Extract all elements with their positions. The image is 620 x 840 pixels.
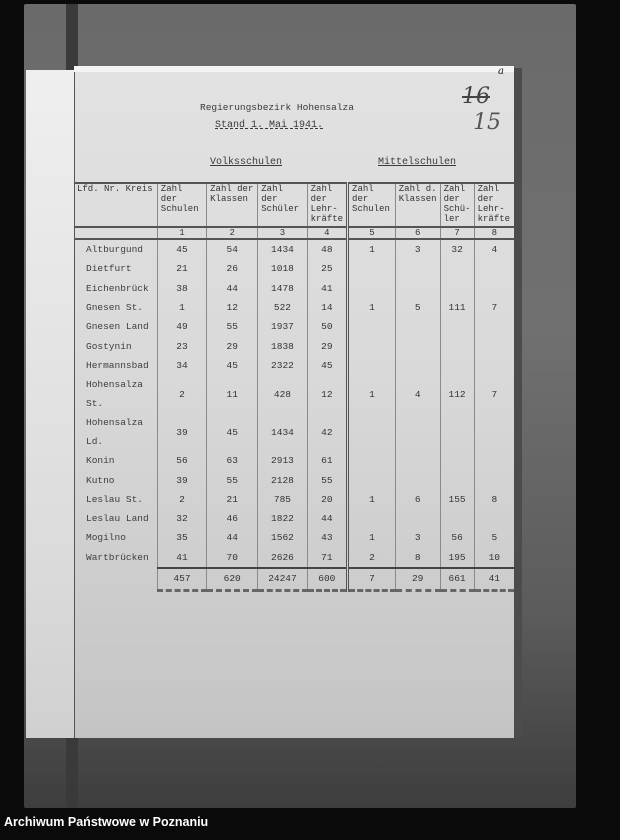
volksschulen-cell: 55: [207, 470, 258, 489]
table-row: [74, 356, 514, 375]
colnum-4: 4: [307, 227, 347, 239]
kreis-name: Wartbrücken: [86, 552, 149, 564]
kreis-name: Hohensalza Ld.: [86, 417, 144, 448]
mittelschulen-cell: [395, 336, 440, 355]
total-v-schulen: 457: [157, 568, 206, 591]
mittelschulen-cell: [474, 336, 514, 355]
table-row: [74, 490, 514, 509]
mittelschulen-cell: [395, 413, 440, 451]
mittelschulen-cell: 1: [348, 298, 396, 317]
table-row: [74, 548, 514, 568]
volksschulen-cell: 42: [307, 413, 347, 451]
mittelschulen-cell: 1: [348, 528, 396, 547]
mittelschulen-cell: 1: [348, 375, 396, 413]
kreis-name: Gnesen St.: [86, 302, 144, 314]
page-number: 15: [473, 110, 501, 135]
table-row: [74, 375, 514, 413]
old-page-number: 16: [462, 84, 490, 109]
table-row: [74, 336, 514, 355]
volksschulen-cell: 29: [207, 336, 258, 355]
mittelschulen-cell: [440, 413, 474, 451]
page-top-edge: [74, 66, 514, 72]
kreis-name: Leslau St.: [86, 493, 144, 505]
mittelschulen-cell: [395, 279, 440, 298]
mittelschulen-cell: [474, 509, 514, 528]
colnum-2: 2: [207, 227, 258, 239]
header-m-schulen: Zahl der Schulen: [348, 183, 396, 227]
table-row: [74, 279, 514, 298]
volksschulen-cell: 41: [307, 279, 347, 298]
table-row: [74, 317, 514, 336]
header-v-schueler: Zahl der Schüler: [258, 183, 307, 227]
left-paper-slip: [26, 70, 74, 738]
total-m-lehrkraefte: 41: [474, 568, 514, 591]
mittelschulen-cell: 4: [395, 375, 440, 413]
mittelschulen-cell: [474, 259, 514, 278]
mittelschulen-cell: [440, 470, 474, 489]
volksschulen-cell: 428: [258, 375, 307, 413]
colnum-5: 5: [348, 227, 396, 239]
mittelschulen-cell: 56: [440, 528, 474, 547]
volksschulen-cell: 45: [307, 356, 347, 375]
kreis-name: Altburgund: [86, 244, 144, 256]
document-date: Stand 1. Mai 1941.: [215, 120, 324, 131]
volksschulen-cell: 54: [207, 239, 258, 259]
volksschulen-cell: 2: [157, 490, 206, 509]
total-m-schulen: 7: [348, 568, 396, 591]
totals-row: [74, 568, 514, 591]
volksschulen-cell: 1: [157, 298, 206, 317]
header-v-schulen: Zahl der Schulen: [157, 183, 206, 227]
volksschulen-cell: 39: [157, 413, 206, 451]
mittelschulen-cell: [474, 470, 514, 489]
colnum-1: 1: [157, 227, 206, 239]
volksschulen-cell: 63: [207, 451, 258, 470]
mittelschulen-cell: [348, 470, 396, 489]
volksschulen-cell: 61: [307, 451, 347, 470]
total-v-lehrkraefte: 600: [307, 568, 347, 591]
table-row: [74, 451, 514, 470]
volksschulen-cell: 29: [307, 336, 347, 355]
volksschulen-cell: 1434: [258, 413, 307, 451]
volksschulen-cell: 1434: [258, 239, 307, 259]
mittelschulen-cell: 2: [348, 548, 396, 568]
kreis-name: Gostynin: [86, 340, 132, 352]
volksschulen-cell: 14: [307, 298, 347, 317]
header-m-lehrkraefte: Zahl der Lehr-kräfte: [474, 183, 514, 227]
kreis-name: Kutno: [86, 474, 115, 486]
section-volksschulen: Volksschulen: [210, 157, 283, 168]
mittelschulen-cell: 3: [395, 528, 440, 547]
volksschulen-cell: 21: [207, 490, 258, 509]
volksschulen-cell: 20: [307, 490, 347, 509]
totals-label: [74, 568, 157, 591]
volksschulen-cell: 1478: [258, 279, 307, 298]
volksschulen-cell: 21: [157, 259, 206, 278]
mittelschulen-cell: 5: [395, 298, 440, 317]
kreis-name: Eichenbrück: [86, 282, 149, 294]
header-v-lehrkraefte: Zahl der Lehr-kräfte: [307, 183, 347, 227]
volksschulen-cell: 70: [207, 548, 258, 568]
volksschulen-cell: 11: [207, 375, 258, 413]
mittelschulen-cell: [348, 279, 396, 298]
volksschulen-cell: 1562: [258, 528, 307, 547]
table-row: [74, 298, 514, 317]
volksschulen-cell: 1838: [258, 336, 307, 355]
mittelschulen-cell: 32: [440, 239, 474, 259]
kreis-name: Konin: [86, 455, 115, 467]
volksschulen-cell: 2626: [258, 548, 307, 568]
mittelschulen-cell: 195: [440, 548, 474, 568]
mittelschulen-cell: [348, 356, 396, 375]
kreis-name: Gnesen Land: [86, 321, 149, 333]
mittelschulen-cell: 1: [348, 239, 396, 259]
mittelschulen-cell: [395, 259, 440, 278]
volksschulen-cell: 34: [157, 356, 206, 375]
colnum-6: 6: [395, 227, 440, 239]
table-row: [74, 239, 514, 259]
volksschulen-cell: 49: [157, 317, 206, 336]
volksschulen-cell: 45: [207, 413, 258, 451]
mittelschulen-cell: [440, 336, 474, 355]
volksschulen-cell: 785: [258, 490, 307, 509]
school-statistics-table: [74, 182, 514, 592]
mittelschulen-cell: 8: [395, 548, 440, 568]
mittelschulen-cell: 6: [395, 490, 440, 509]
mittelschulen-cell: [474, 451, 514, 470]
volksschulen-cell: 2128: [258, 470, 307, 489]
volksschulen-cell: 25: [307, 259, 347, 278]
column-number-row: [74, 227, 514, 239]
volksschulen-cell: 46: [207, 509, 258, 528]
corner-mark: a: [498, 66, 504, 77]
mittelschulen-cell: 8: [474, 490, 514, 509]
total-v-klassen: 620: [207, 568, 258, 591]
table-row: [74, 470, 514, 489]
mittelschulen-cell: [440, 509, 474, 528]
mittelschulen-cell: [440, 259, 474, 278]
volksschulen-cell: 12: [207, 298, 258, 317]
section-mittelschulen: Mittelschulen: [378, 157, 457, 168]
volksschulen-cell: 522: [258, 298, 307, 317]
volksschulen-cell: 71: [307, 548, 347, 568]
header-kreis: Lfd. Nr. Kreis: [74, 183, 157, 227]
colnum-7: 7: [440, 227, 474, 239]
mittelschulen-cell: 4: [474, 239, 514, 259]
mittelschulen-cell: [395, 470, 440, 489]
archive-credit: Archiwum Państwowe w Poznaniu: [4, 815, 209, 829]
mittelschulen-cell: [348, 259, 396, 278]
document-title: Regierungsbezirk Hohensalza: [200, 102, 354, 113]
mittelschulen-cell: [440, 451, 474, 470]
mittelschulen-cell: 155: [440, 490, 474, 509]
volksschulen-cell: 44: [307, 509, 347, 528]
mittelschulen-cell: [440, 279, 474, 298]
mittelschulen-cell: 7: [474, 298, 514, 317]
volksschulen-cell: 2: [157, 375, 206, 413]
volksschulen-cell: 43: [307, 528, 347, 547]
volksschulen-cell: 39: [157, 470, 206, 489]
volksschulen-cell: 1822: [258, 509, 307, 528]
volksschulen-cell: 23: [157, 336, 206, 355]
mittelschulen-cell: [348, 413, 396, 451]
page-right-shadow: [514, 68, 522, 738]
mittelschulen-cell: [395, 509, 440, 528]
volksschulen-cell: 45: [207, 356, 258, 375]
kreis-name: Hermannsbad: [86, 359, 149, 371]
mittelschulen-cell: 1: [348, 490, 396, 509]
total-m-schueler: 661: [440, 568, 474, 591]
mittelschulen-cell: [395, 317, 440, 336]
volksschulen-cell: 55: [207, 317, 258, 336]
mittelschulen-cell: [440, 356, 474, 375]
volksschulen-cell: 2913: [258, 451, 307, 470]
mittelschulen-cell: 111: [440, 298, 474, 317]
colnum-3: 3: [258, 227, 307, 239]
volksschulen-cell: 45: [157, 239, 206, 259]
volksschulen-cell: 1937: [258, 317, 307, 336]
mittelschulen-cell: 3: [395, 239, 440, 259]
header-m-schueler: Zahl der Schü-ler: [440, 183, 474, 227]
volksschulen-cell: 32: [157, 509, 206, 528]
volksschulen-cell: 50: [307, 317, 347, 336]
table-row: [74, 413, 514, 451]
volksschulen-cell: 38: [157, 279, 206, 298]
table-row: [74, 259, 514, 278]
mittelschulen-cell: [348, 451, 396, 470]
volksschulen-cell: 44: [207, 528, 258, 547]
mittelschulen-cell: [474, 279, 514, 298]
mittelschulen-cell: 10: [474, 548, 514, 568]
total-m-klassen: 29: [395, 568, 440, 591]
mittelschulen-cell: [348, 509, 396, 528]
mittelschulen-cell: [474, 413, 514, 451]
header-v-klassen: Zahl der Klassen: [207, 183, 258, 227]
mittelschulen-cell: [348, 336, 396, 355]
kreis-name: Mogilno: [86, 532, 126, 544]
kreis-name: Leslau Land: [86, 513, 149, 525]
volksschulen-cell: 48: [307, 239, 347, 259]
header-row: [74, 183, 514, 227]
mittelschulen-cell: [395, 451, 440, 470]
volksschulen-cell: 1018: [258, 259, 307, 278]
mittelschulen-cell: 5: [474, 528, 514, 547]
colnum-8: 8: [474, 227, 514, 239]
table-row: [74, 528, 514, 547]
mittelschulen-cell: 112: [440, 375, 474, 413]
mittelschulen-cell: [440, 317, 474, 336]
volksschulen-cell: 44: [207, 279, 258, 298]
table-row: [74, 509, 514, 528]
mittelschulen-cell: [395, 356, 440, 375]
mittelschulen-cell: [474, 356, 514, 375]
volksschulen-cell: 41: [157, 548, 206, 568]
volksschulen-cell: 55: [307, 470, 347, 489]
mittelschulen-cell: [474, 317, 514, 336]
colnum-0: [74, 227, 157, 239]
volksschulen-cell: 2322: [258, 356, 307, 375]
total-v-schueler: 24247: [258, 568, 307, 591]
volksschulen-cell: 35: [157, 528, 206, 547]
mittelschulen-cell: 7: [474, 375, 514, 413]
kreis-name: Hohensalza St.: [86, 379, 144, 410]
volksschulen-cell: 56: [157, 451, 206, 470]
mittelschulen-cell: [348, 317, 396, 336]
header-m-klassen: Zahl d. Klassen: [395, 183, 440, 227]
volksschulen-cell: 12: [307, 375, 347, 413]
kreis-name: Dietfurt: [86, 263, 132, 275]
volksschulen-cell: 26: [207, 259, 258, 278]
